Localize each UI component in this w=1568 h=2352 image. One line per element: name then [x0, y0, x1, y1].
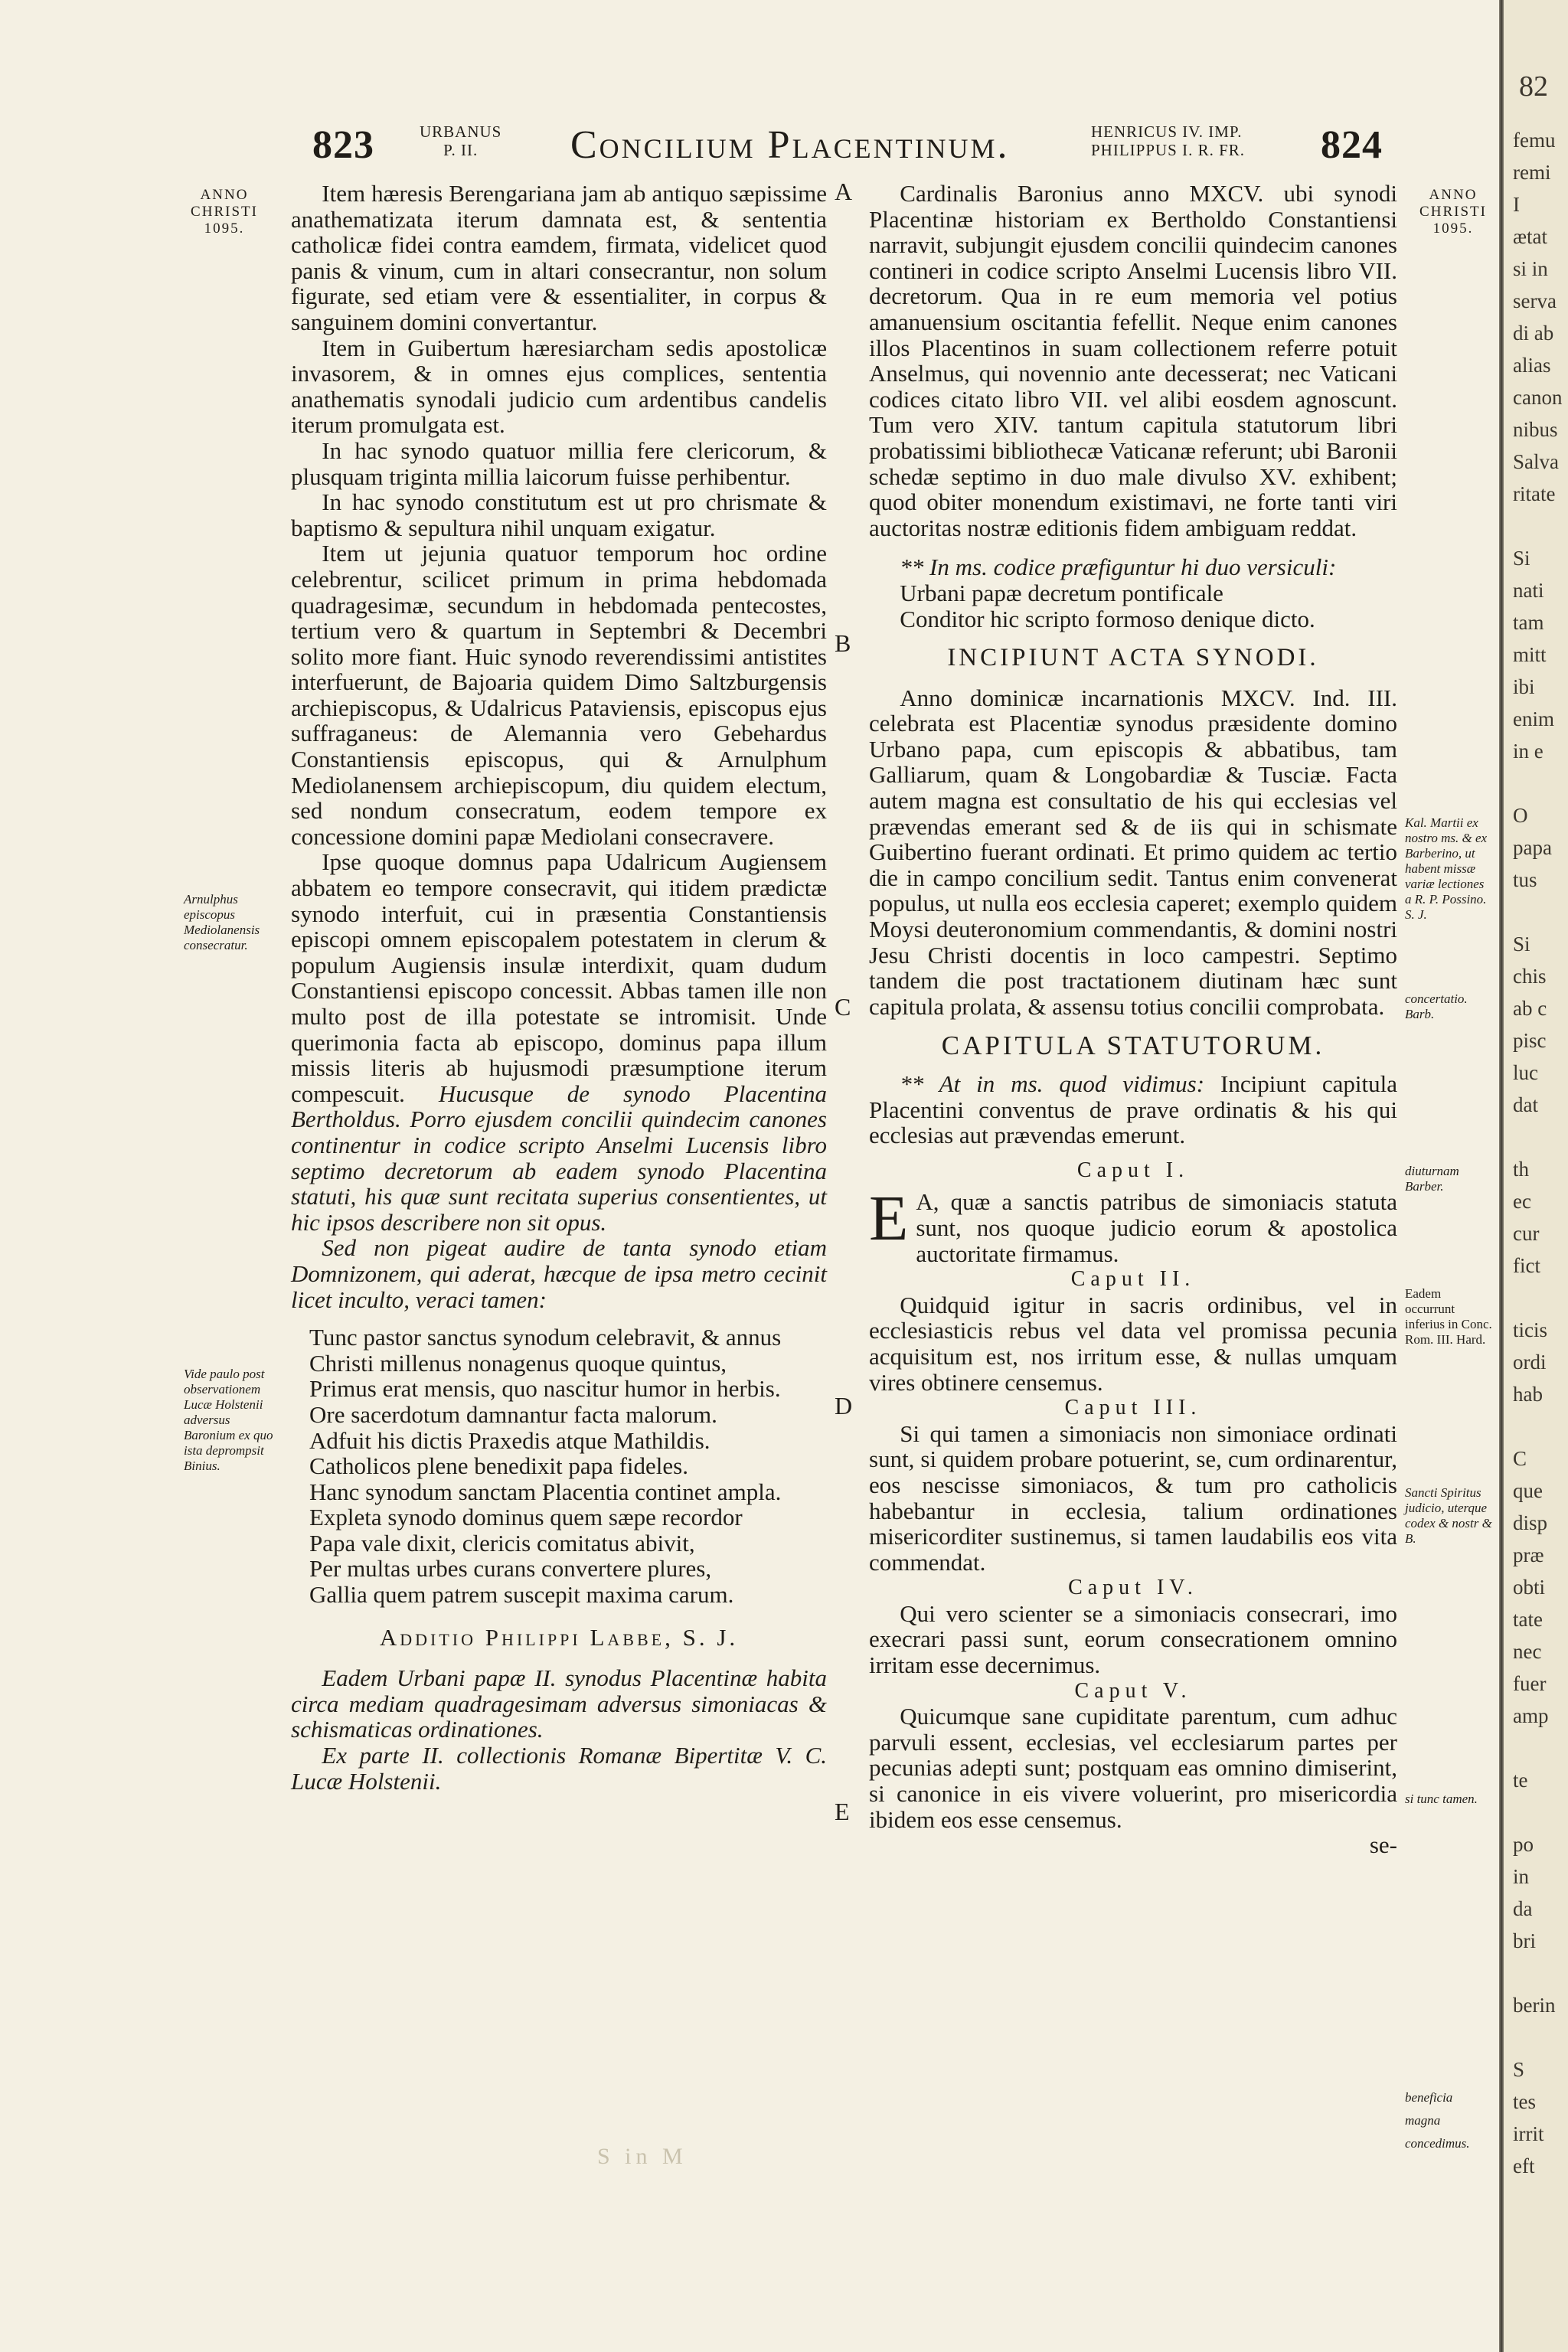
adjacent-page-fragment: ibi: [1513, 675, 1535, 698]
caput-5-heading: Caput V.: [1074, 1678, 1192, 1703]
concertatio-note: concertatio. Barb.: [1405, 991, 1468, 1021]
left-anno: ANNO: [200, 187, 249, 203]
adjacent-page-fragment: berin: [1513, 1994, 1556, 2017]
left-page-number: 823: [312, 123, 374, 167]
adjacent-page-fragment: hab: [1513, 1383, 1543, 1406]
catchword: se-: [1369, 1831, 1397, 1859]
left-paragraph-2: Item in Guibertum hæresiarcham sedis apostolicæ invasorem, & in omnes ejus complices, sententia anathematis synodali judicio cum ardentibus candelis iterum promulgata est.: [291, 334, 827, 439]
left-pope-line2: P. II.: [443, 141, 479, 159]
left-year: 1095.: [204, 220, 245, 237]
right-christi: CHRISTI: [1419, 204, 1487, 220]
section-letter-b: B: [835, 629, 851, 657]
right-ruler-line2: PHILIPPUS I. R. FR.: [1091, 141, 1246, 159]
adjacent-page-fragment: nec: [1513, 1640, 1542, 1663]
capitula-intro: [869, 1071, 1397, 1148]
bleed-through-mark: S in M: [597, 2144, 688, 2169]
adjacent-page-fragment: ætat: [1513, 225, 1547, 248]
domnizo-poem: [291, 1325, 827, 1608]
additio-paragraph-2: Ex parte II. collectionis Romanæ Bipertitæ V. C. Lucæ Holstenii.: [291, 1742, 827, 1795]
capitula-heading: CAPITULA STATUTORUM.: [941, 1031, 1325, 1061]
adjacent-page-fragment: O: [1513, 804, 1528, 827]
right-page-number: 824: [1321, 123, 1383, 167]
adjacent-page-fragment: Salva: [1513, 450, 1559, 473]
kal-note: Kal. Martii ex nostro ms. & ex Barberino, ut habent missæ variæ lectiones a R. P. Possino. S. J.: [1405, 815, 1488, 922]
adjacent-page-fragment: si in: [1513, 257, 1548, 280]
poem-line: Ore sacerdotum damnantur facta malorum.: [309, 1400, 717, 1428]
adjacent-page-fragment: Si: [1513, 547, 1530, 570]
caput-4-heading: Caput IV.: [1068, 1576, 1198, 1600]
left-christi: CHRISTI: [191, 204, 258, 220]
acta-paragraph: Anno dominicæ incarnationis MXCV. Ind. III. celebrata est Placentiæ synodus præsidente domino Urbano papa, cum episcopis & abbatibus, tam Galliarum, quam & Longobardiæ & Tusciæ. Facta autem magna est consultatio de his qui ecclesias vel prævendas emerant sed & de iis qui in schismate Guibertino fuerant ordinati. Et primo quidem ac tertio die in campo concilium sedit. Tantus enim convenerat populus, ut nulla eos ecclesia caperet; exemplo quidem Moysi deuteronomium commendantis, & domini nostri Jesu Christi docentis in loco campestri. Septimo tandem die post tractationem diutinam hæc sunt capitula prolata, & assensu totius concilii comprobata.: [869, 684, 1397, 1020]
eadem-note: Eadem occurrunt inferius in Conc. Rom. III. Hard.: [1405, 1286, 1492, 1347]
adjacent-page-fragment: ec: [1513, 1190, 1531, 1213]
adjacent-page-fragment: ritate: [1513, 482, 1556, 505]
adjacent-page-edge: [1504, 0, 1568, 2352]
caput-1-heading: Caput I.: [1076, 1158, 1190, 1182]
arnulphus-note: Arnulphus episcopus Mediolanensis consecratur.: [184, 892, 260, 952]
adjacent-page-number: 82: [1519, 70, 1548, 103]
right-paragraph-1: Cardinalis Baronius anno MXCV. ubi synodi Placentinæ historiam ex Bertholdo Constantiensi narravit, subjungit ejusdem concilii quindecim canones contineri in codice scripto Anselmi Lucensis libro VII. decretorum. Qua in re eum memoria vel potius amanuensium oscitantia fefellit. Neque enim canones illos Placentinos in suam collectionem referre potuit Anselmus, qui novennio ante decesserat; nec Vaticani codices citato libro VII. vel alibi eosdem agnoscunt. Tum vero XIV. tantum capitula statutorum libri probatissimi bibliothecæ Vaticanæ referunt; ubi Baronii schedæ septimo in duo male divulso XV. exhibent; quod obiter monendum existimavi, ne forte tanti viri auctoritas nostræ editionis fidem ambiguam reddat.: [869, 180, 1397, 541]
adjacent-page-fragment: nati: [1513, 579, 1544, 602]
page-title: Concilium Placentinum.: [570, 123, 1010, 167]
adjacent-page-fragment: obti: [1513, 1576, 1546, 1599]
adjacent-page-fragment: luc: [1513, 1061, 1538, 1084]
caput-1-body: A, quæ a sanctis patribus de simoniacis statuta sunt, nos quoque judicio eorum & apostolica auctoritate firmamus.: [916, 1188, 1397, 1267]
adjacent-page-fragment: enim: [1513, 707, 1554, 730]
right-ruler-line1: HENRICUS IV. IMP.: [1091, 122, 1243, 141]
adjacent-page-fragment: alias: [1513, 354, 1551, 377]
adjacent-page-fragment: ordi: [1513, 1351, 1547, 1374]
poem-line: Gallia quem patrem suscepit maxima carum.: [309, 1581, 734, 1609]
caput-3-text: Si qui tamen a simoniacis non simoniace ordinati sunt, si quidem probare potuerint, se, cum ordinarentur, eos nescisse simoniacos, & tum pro catholicis habebantur in ecclesia, talium ordinationes misericorditer sustinemus, si tamen laudabilis eos vita commendat.: [869, 1419, 1397, 1576]
sancti-note: Sancti Spiritus judicio, uterque codex & nostr & B.: [1405, 1485, 1492, 1546]
verse-line-1: Urbani papæ decretum pontificale: [900, 579, 1223, 606]
adjacent-page-fragment: bri: [1513, 1929, 1536, 1952]
adjacent-page-fragment: præ: [1513, 1544, 1544, 1566]
adjacent-page-fragment: [1513, 2020, 1568, 2052]
left-paragraph-7: Sed non pigeat audire de tanta synodo etiam Domnizonem, qui aderat, hæcque de ipsa metro cecinit licet inculto, veraci tamen:: [291, 1234, 827, 1313]
adjacent-page-fragment: [1513, 1409, 1568, 1441]
adjacent-page-fragment: di ab: [1513, 322, 1554, 345]
adjacent-page-fragment: [1513, 1280, 1568, 1312]
caput-3-heading: Caput III.: [1064, 1396, 1202, 1420]
adjacent-page-fragment: mitt: [1513, 643, 1547, 666]
adjacent-page-fragment: [1513, 1119, 1568, 1152]
adjacent-page-fragment: fict: [1513, 1254, 1540, 1277]
adjacent-page-fragment: tate: [1513, 1608, 1543, 1631]
adjacent-page-fragment: I: [1513, 193, 1520, 216]
adjacent-page-fragment: [1513, 1955, 1568, 1988]
poem-line: Tunc pastor sanctus synodum celebravit, & annus: [309, 1324, 782, 1351]
right-anno-christi: [1415, 187, 1491, 237]
adjacent-page-fragment: tam: [1513, 611, 1544, 634]
poem-line: Hanc synodum sanctam Placentia continet ampla.: [309, 1478, 782, 1505]
poem-line: Per multas urbes curans convertere plures,: [309, 1555, 712, 1583]
si-note: si tunc tamen.: [1405, 1792, 1478, 1806]
adjacent-page-fragment: Si: [1513, 933, 1530, 956]
capitula-intro-text: Incipiunt capitula Placentini conventus de prave ordinatis & his qui ecclesias aut prævendas emerunt.: [869, 1070, 1398, 1149]
capitula-intro-italic: ** At in ms. quod vidimus:: [900, 1070, 1205, 1097]
section-letter-a: A: [835, 178, 853, 205]
adjacent-page-fragment: fuer: [1513, 1672, 1547, 1695]
magna-note: magna: [1405, 2113, 1441, 2128]
adjacent-page-fragment: cur: [1513, 1222, 1540, 1245]
poem-line: Adfuit his dictis Praxedis atque Mathildis.: [309, 1426, 710, 1454]
section-letter-d: D: [835, 1392, 853, 1419]
right-column: [869, 181, 1397, 1858]
adjacent-page-fragment: [1513, 1795, 1568, 1827]
section-letter-e: E: [835, 1798, 850, 1825]
left-paragraph-6-text: Ipse quoque domnus papa Udalricum Augiensem abbatem eo tempore consecravit, qui itidem prædictæ synodo interfuit, cui in præsentia Constantiensis episcopi omnem episcopalem potestatem in clerum & populum Augiensis insulæ interdixit, quam dudum Constantiensi episcopo concessit. Abbas tamen ille non multo post de illa potestate se intromisit. Unde querimonia facta ab episcopo, dominus papa illum missis literis ab hujusmodi præsumptione iterum compescuit.: [291, 848, 827, 1107]
adjacent-page-fragment: papa: [1513, 836, 1552, 859]
incipiunt-heading: INCIPIUNT ACTA SYNODI.: [947, 644, 1319, 672]
adjacent-page-fragment: pisc: [1513, 1029, 1547, 1052]
verse-intro: ** In ms. codice præfiguntur hi duo versiculi:: [900, 554, 1337, 581]
adjacent-page-fragment: te: [1513, 1769, 1528, 1792]
left-paragraph-4: In hac synodo constitutum est ut pro chrismate & baptismo & sepultura nihil unquam exigatur.: [291, 488, 827, 541]
caput-2-heading: Caput II.: [1070, 1267, 1196, 1292]
adjacent-page-fragment: C: [1513, 1447, 1527, 1470]
right-year: 1095.: [1432, 220, 1474, 237]
adjacent-page-fragment: serva: [1513, 289, 1557, 312]
adjacent-page-fragment: po: [1513, 1833, 1534, 1856]
left-paragraph-6-italic: Hucusque de synodo Placentina Bertholdus. Porro ejusdem concilii quindecim canones continentur in codice scripto Anselmi Lucensis libro septimo decretorum ab eadem synodo Placentina statuti, his quæ sunt recitata superius consentientes, ut hic ipsos describere non sit opus.: [291, 1080, 827, 1236]
poem-line: Expleta synodo dominus quem sæpe recordor: [309, 1504, 743, 1531]
adjacent-page-fragment: [1513, 766, 1568, 798]
left-anno-christi: [182, 187, 266, 237]
caput-4-text: Qui vero scienter se a simoniacis consecrari, imo execrari passi sunt, eorum consecrationem omnino irritam esse decernimus.: [869, 1599, 1397, 1679]
adjacent-page-fragment: que: [1513, 1479, 1543, 1502]
adjacent-page-fragment: femu: [1513, 129, 1556, 152]
adjacent-page-fragment: remi: [1513, 161, 1551, 184]
adjacent-page-fragment: canon: [1513, 386, 1563, 409]
caput-5-text: Quicumque sane cupiditate parentum, cum adhuc parvuli essent, ecclesias, vel ecclesiarum partes per pecunias adepti sunt; postquam eas omnino dimiserint, si canonice in eis vivere voluerint, pro misericordia ibidem eos esse censemus.: [869, 1703, 1397, 1833]
left-pope-line1: URBANUS: [420, 122, 502, 141]
adjacent-page-fragment: [1513, 894, 1568, 926]
additio-paragraph-1: Eadem Urbani papæ II. synodus Placentinæ habita circa mediam quadragesimam adversus simoniacas & schismaticas ordinationes.: [291, 1664, 827, 1743]
right-anno: ANNO: [1429, 187, 1478, 203]
poem-line: Primus erat mensis, quo nascitur humor in herbis.: [309, 1375, 781, 1403]
vide-note: Vide paulo post observationem Lucæ Holstenii adversus Baronium ex quo ista deprompsit Binius.: [184, 1367, 273, 1473]
left-column: [291, 181, 827, 1794]
poem-line: Papa vale dixit, clericis comitatus abivit,: [309, 1529, 695, 1557]
adjacent-page-fragments: [1513, 122, 1568, 2180]
beneficia-note: beneficia: [1405, 2090, 1453, 2105]
adjacent-page-fragment: disp: [1513, 1511, 1548, 1534]
adjacent-page-fragment: [1513, 508, 1568, 541]
right-ruler-label: [1091, 122, 1245, 159]
additio-heading: Additio Philippi Labbe, S. J.: [379, 1623, 739, 1651]
poem-line: Catholicos plene benedixit papa fideles.: [309, 1452, 688, 1480]
adjacent-page-fragment: in: [1513, 1865, 1530, 1888]
section-letter-c: C: [835, 993, 851, 1021]
drop-cap: E: [869, 1183, 909, 1255]
adjacent-page-fragment: th: [1513, 1158, 1530, 1181]
adjacent-page-fragment: in e: [1513, 740, 1544, 763]
adjacent-page-fragment: tes: [1513, 2090, 1536, 2113]
adjacent-page-fragment: eft: [1513, 2154, 1535, 2177]
adjacent-page-fragment: [1513, 1730, 1568, 1762]
adjacent-page-fragment: da: [1513, 1897, 1533, 1920]
left-paragraph-3: In hac synodo quatuor millia fere clericorum, & plusquam triginta millia laicorum fuisse perhibentur.: [291, 436, 827, 490]
adjacent-page-fragment: ab c: [1513, 997, 1547, 1020]
adjacent-page-fragment: S: [1513, 2058, 1525, 2081]
caput-1-text: [869, 1183, 1397, 1267]
left-pope-label: [420, 122, 501, 159]
adjacent-page-fragment: dat: [1513, 1093, 1538, 1116]
left-paragraph-1: Item hæresis Berengariana jam ab antiquo sæpissime anathematizata iterum damnata est, & sententia catholicæ fidei contra eamdem, firmata, videlicet quod panis & vinum, cum in altari consecrantur, non solum figurate, sed etiam vere & essentialiter, in corpus & sanguinem domini convertantur.: [291, 180, 827, 335]
adjacent-page-fragment: nibus: [1513, 418, 1558, 441]
left-paragraph-6: [291, 849, 827, 1235]
poem-line: Christi millenus nonagenus quoque quintus,: [309, 1349, 727, 1377]
verse-line-2: Conditor hic scripto formoso denique dicto.: [900, 605, 1315, 632]
adjacent-page-fragment: tus: [1513, 868, 1537, 891]
adjacent-page-fragment: amp: [1513, 1704, 1549, 1727]
adjacent-page-fragment: chis: [1513, 965, 1547, 988]
left-paragraph-5: Item ut jejunia quatuor temporum hoc ordine celebrentur, scilicet primum in prima hebdomada quadragesimæ, secundum in hebdomada pentecostes, tertium vero & quartum in Septembri & Decembri solito more fiant. Huic synodo reverendissimi antistites interfuerunt, de Bajoaria quidem Dimo Saltzburgensis archiepiscopus, & Udalricus Pataviensis, episcopus ejus suffraganeus: de Alemannia vero Gebehardus Constantiensis episcopus, qui & Arnulphum Mediolanensem archiepiscopum, diu quidem electum, sed nondum consecratum, eodem tempore ex concessione domini papæ Mediolani consecravere.: [291, 540, 827, 850]
concedimus-note: concedimus.: [1405, 2136, 1470, 2151]
diuturnam-note: diuturnam Barber.: [1405, 1164, 1459, 1194]
adjacent-page-fragment: ticis: [1513, 1318, 1547, 1341]
adjacent-page-fragment: irrit: [1513, 2122, 1544, 2145]
caput-2-text: Quidquid igitur in sacris ordinibus, vel in ecclesiasticis rebus vel data vel promissa pecunia acquisitum est, nos irritum esse, & nullas umquam vires obtinere censemus.: [869, 1291, 1397, 1396]
